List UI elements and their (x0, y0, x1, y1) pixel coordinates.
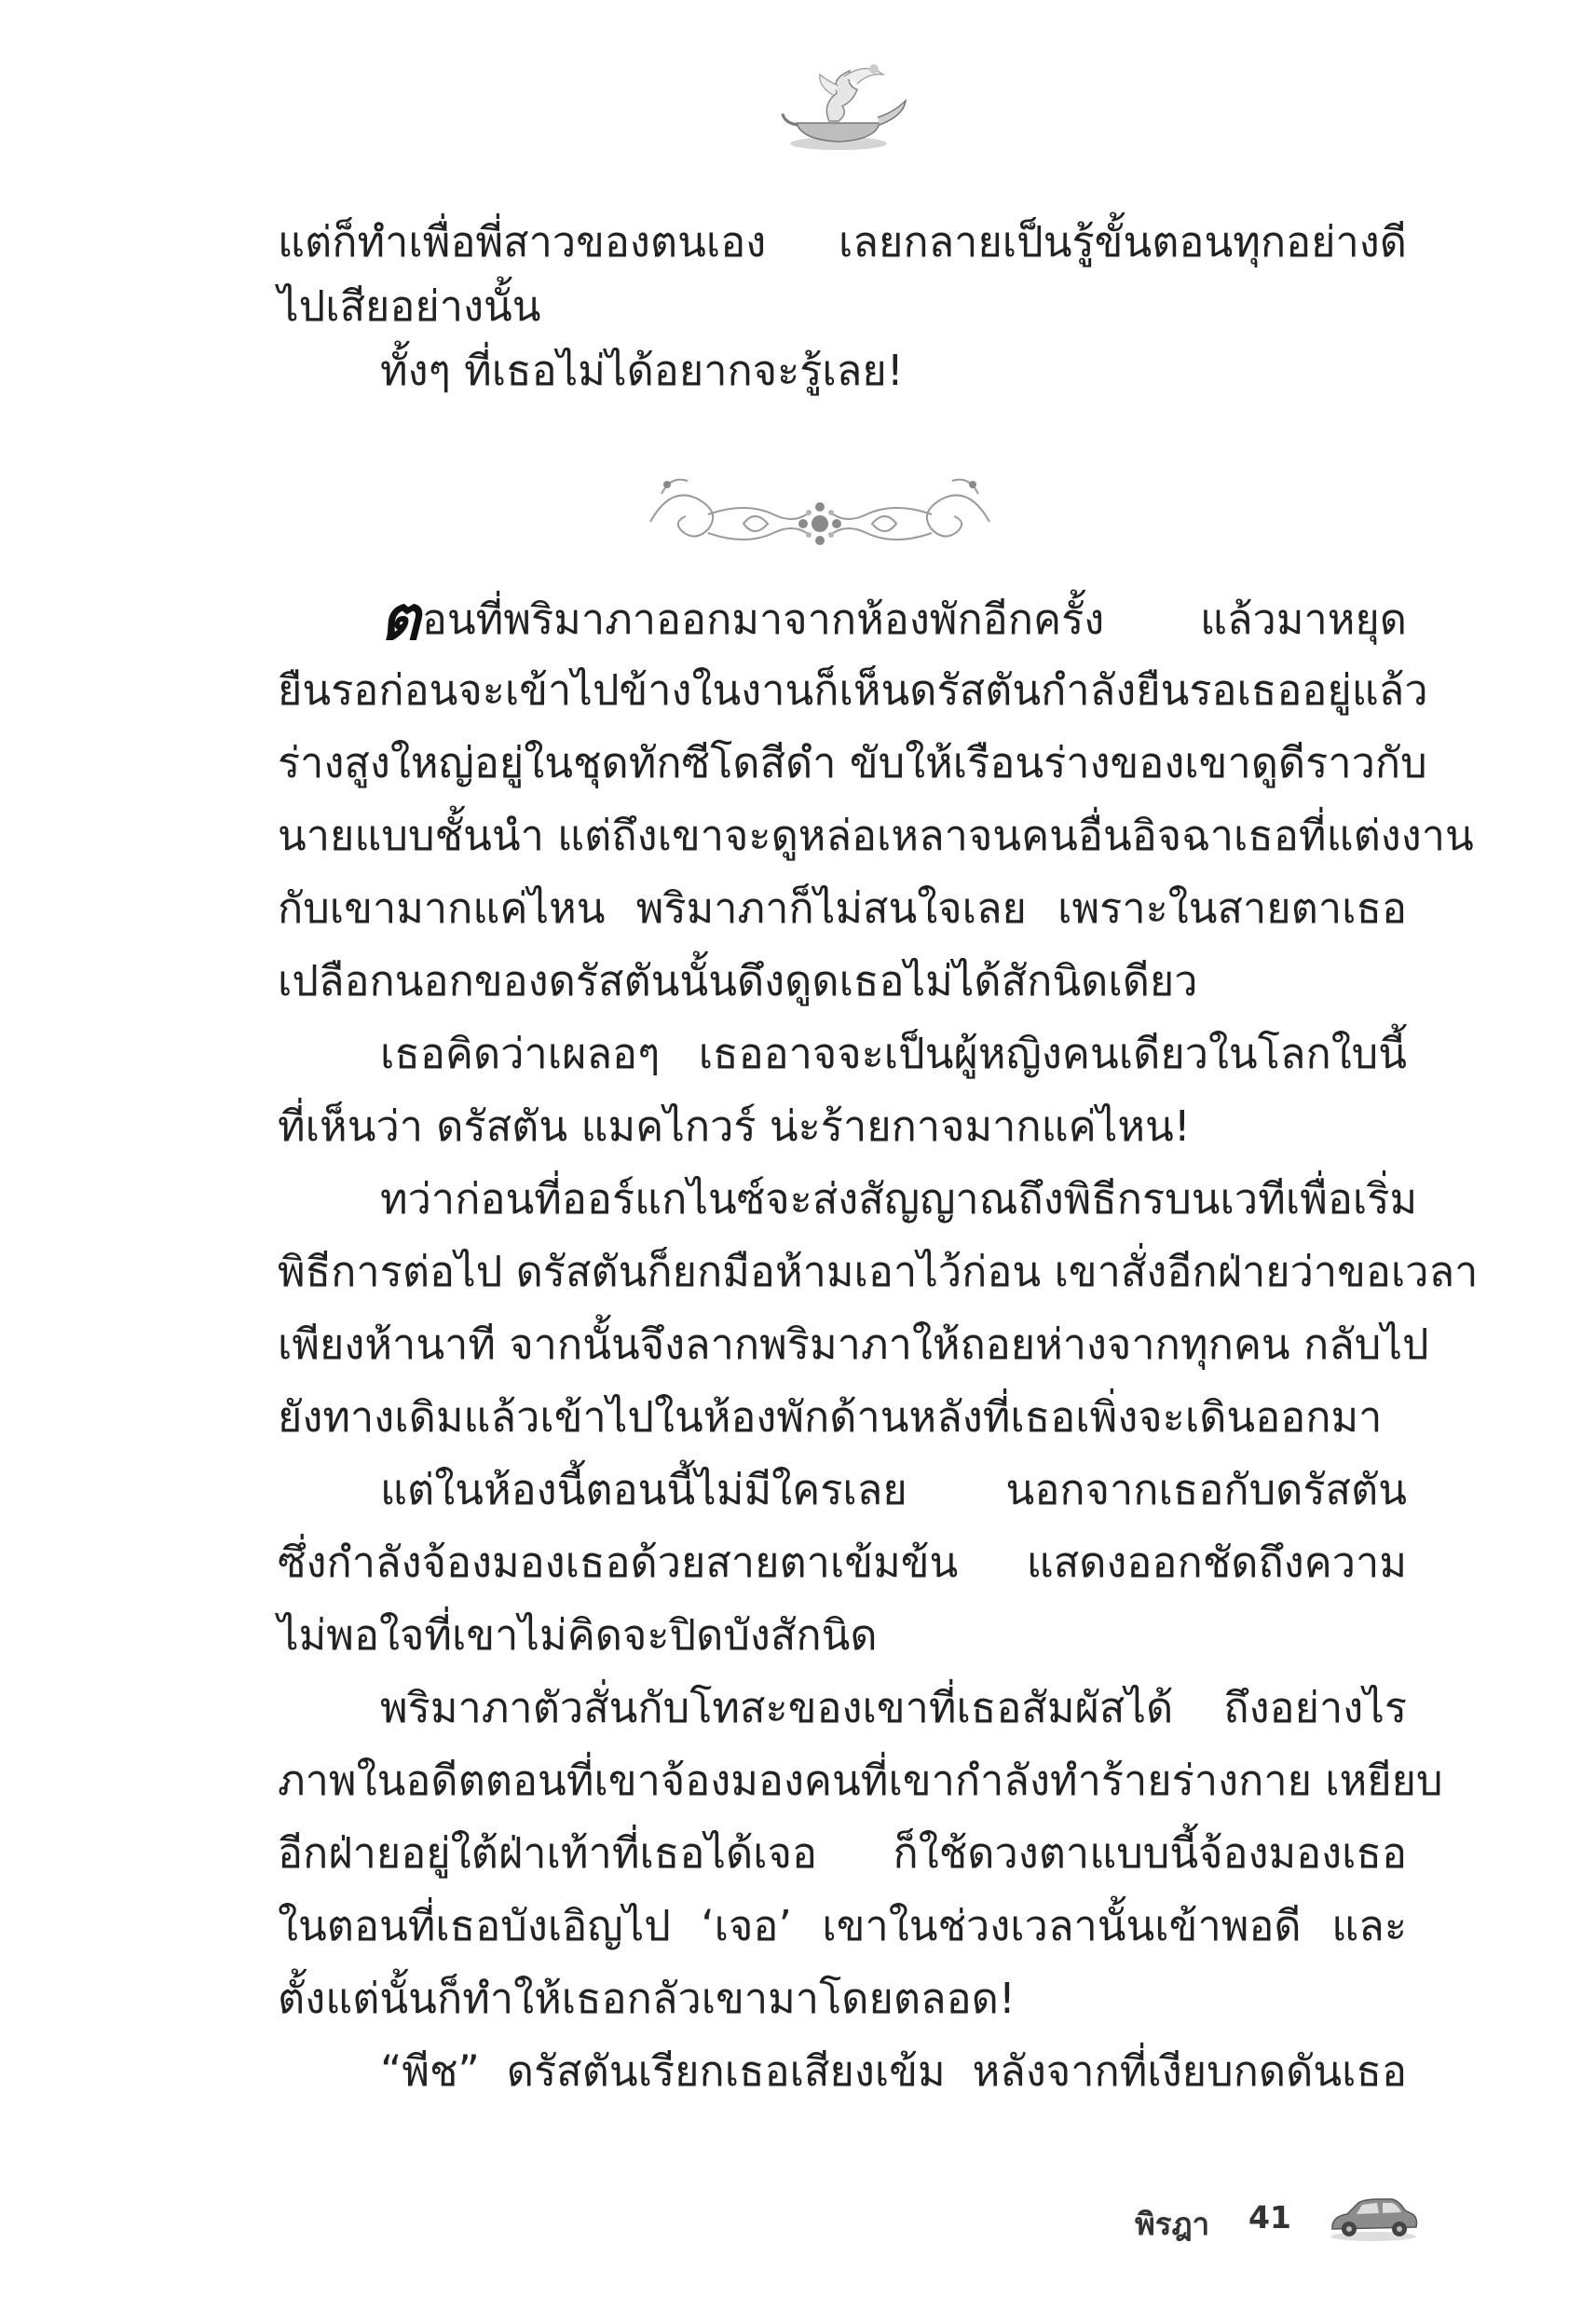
text-line: ร่างสูงใหญ่อยู่ในชุดทักซีโดสีดำ ขับให้เรือนร่างของเขาดูดีราวกับ (278, 738, 1427, 787)
text-line: ซึ่งกำลังจ้องมองเธอด้วยสายตาเข้มข้น แสดงออกชัดถึงความ (278, 1538, 1407, 1587)
paragraph-opening-line (380, 581, 1407, 654)
text-line: เธอคิดว่าเผลอๆ เธออาจจะเป็นผู้หญิงคนเดียวในโลกใบนี้ (380, 1029, 1407, 1078)
text-line: ยังทางเดิมแล้วเข้าไปในห้องพักด้านหลังที่เธอเพิ่งจะเดินออกมา (278, 1392, 1383, 1442)
text-line: “พีช” ดรัสตันเรียกเธอเสียงเข้ม หลังจากที่เงียบกดดันเธอ (380, 2046, 1407, 2096)
text-line: ไม่พอใจที่เขาไม่คิดจะปิดบังสักนิด (278, 1610, 878, 1660)
text-line: อนที่พริมาภาออกมาจากห้องพักอีกครั้ง แล้วมาหยุด (421, 595, 1407, 644)
text-line: กับเขามากแค่ไหน พริมาภาก็ไม่สนใจเลย เพราะในสายตาเธอ (278, 883, 1407, 933)
text-line: เปลือกนอกของดรัสตันนั้นดึงดูดเธอไม่ได้สักนิดเดียว (278, 956, 1198, 1005)
text-line: แต่ก็ทำเพื่อพี่สาวของตนเอง เลยกลายเป็นรู้ขั้นตอนทุกอย่างดี (278, 217, 1407, 267)
footer-book-title: พิรฎา (1135, 2206, 1210, 2242)
text-line: อีกฝ่ายอยู่ใต้ฝ่าเท้าที่เธอได้เจอ ก็ใช้ดวงตาแบบนี้จ้องมองเธอ (278, 1828, 1407, 1878)
text-line: ภาพในอดีตตอนที่เขาจ้องมองคนที่เขากำลังทำร้ายร่างกาย เหยียบ (278, 1756, 1443, 1805)
drop-cap: ต (380, 581, 420, 654)
text-line: พริมาภาตัวสั่นกับโทสะของเขาที่เธอสัมผัสได้ ถึงอย่างไร (380, 1683, 1407, 1732)
text-line: แต่ในห้องนี้ตอนนี้ไม่มีใครเลย นอกจากเธอกับดรัสตัน (380, 1465, 1407, 1514)
text-line: ที่เห็นว่า ดรัสตัน แมคไกวร์ น่ะร้ายกาจมากแค่ไหน! (278, 1101, 1191, 1151)
text-line: เพียงห้านาที จากนั้นจึงลากพริมาภาให้ถอยห่างจากทุกคน กลับไป (278, 1320, 1429, 1369)
text-line: ทั้งๆ ที่เธอไม่ได้อยากจะรู้เลย! (380, 346, 904, 395)
text-line: นายแบบชั้นนำ แต่ถึงเขาจะดูหล่อเหลาจนคนอื่นอิจฉาเธอที่แต่งงาน (278, 811, 1474, 860)
page-number: 41 (1248, 2199, 1291, 2236)
text-line: ตั้งแต่นั้นก็ทำให้เธอกลัวเขามาโดยตลอด! (278, 1974, 1016, 2023)
text-line: ในตอนที่เธอบังเอิญไป ‘เจอ’ เขาในช่วงเวลานั้นเข้าพอดี และ (278, 1901, 1407, 1950)
text-line: พิธีการต่อไป ดรัสตันก็ยกมือห้ามเอาไว้ก่อน เขาสั่งอีกฝ่ายว่าขอเวลา (278, 1247, 1479, 1296)
text-line: ยืนรอก่อนจะเข้าไปข้างในงานก็เห็นดรัสตันกำลังยืนรอเธออยู่แล้ว (278, 665, 1428, 715)
text-line: ทว่าก่อนที่ออร์แกไนซ์จะส่งสัญญาณถึงพิธีกรบนเวทีเพื่อเริ่ม (380, 1174, 1418, 1224)
car-icon (1327, 2188, 1420, 2244)
text-line: ไปเสียอย่างนั้น (278, 281, 541, 331)
